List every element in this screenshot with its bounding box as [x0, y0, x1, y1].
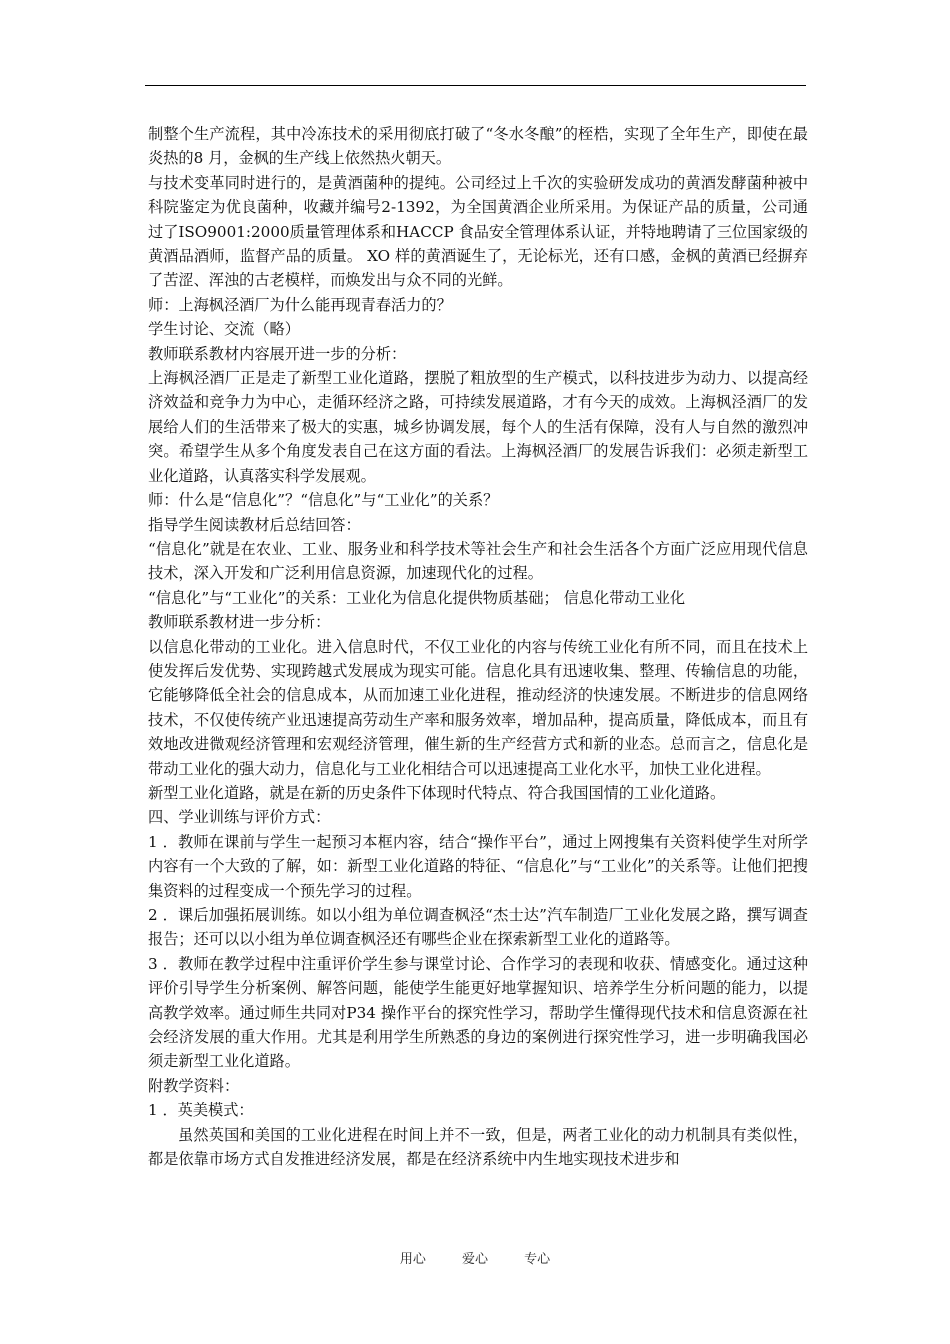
list-item: 2 ．课后加强拓展训练。如以小组为单位调查枫泾“杰士达”汽车制造厂工业化发展之路，撰写调查报告；还可以以小组为单位调查枫泾还有哪些企业在探索新型工业化的道路等。: [148, 906, 808, 949]
paragraph: 虽然英国和美国的工业化进程在时间上并不一致，但是，两者工业化的动力机制具有类似性，都是依靠市场方式自发推进经济发展，都是在经济系统中内生地实现技术进步和: [148, 1125, 808, 1169]
paragraph: 师：上海枫泾酒厂为什么能再现青春活力的？: [148, 295, 452, 314]
paragraph: 学生讨论、交流（略）: [148, 320, 300, 339]
paragraph: “信息化”就是在农业、工业、服务业和科学技术等社会生产和社会生活各个方面广泛应用现代信息技术，深入开发和广泛利用信息资源，加速现代化的过程。: [148, 539, 808, 583]
section-heading: 附教学资料：: [148, 1076, 240, 1095]
paragraph: “信息化”与“工业化”的关系：工业化为信息化提供物质基础； 信息化带动工业化: [148, 588, 686, 607]
paragraph: 上海枫泾酒厂正是走了新型工业化道路，摆脱了粗放型的生产模式，以科技进步为动力、以提高经济效益和竞争力为中心，走循环经济之路，可持续发展道路，才有今天的成效。上海枫泾酒厂的发展给人们的生活带来了极大的实惠，城乡协调发展，每个人的生活有保障，没有人与自然的激烈冲突。希望学生从多个角度发表自己在这方面的看法。上海枫泾酒厂的发展告诉我们：必须走新型工业化道路，认真落实科学发展观。: [148, 369, 808, 485]
paragraph: 指导学生阅读教材后总结回答：: [148, 515, 361, 534]
page-footer: [0, 1248, 950, 1267]
paragraph: 教师联系教材内容展开进一步的分析：: [148, 344, 407, 363]
list-item: 3 ．教师在教学过程中注重评价学生参与课堂讨论、合作学习的表现和收获、情感变化。通过这种评价引导学生分析案例、解答问题，能使学生能更好地掌握知识、培养学生分析问题的能力，以提高教学效率。通过师生共同对P34 操作平台的探究性学习，帮助学生懂得现代技术和信息资源在社会经济发展的重大作用。尤其是利用学生所熟悉的身边的案例进行探究性学习，进一步明确我国必须走新型工业化道路。: [148, 954, 808, 1071]
list-item: 1 ．教师在课前与学生一起预习本框内容，结合“操作平台”，通过上网搜集有关资料使学生对所学内容有一个大致的了解，如：新型工业化道路的特征、“信息化”与“工业化”的关系等。让他们把搜集资料的过程变成一个预先学习的过程。: [148, 832, 808, 900]
paragraph: 教师联系教材进一步分析：: [148, 613, 331, 632]
footer-text: 专心: [524, 1252, 551, 1267]
paragraph: 与技术变革同时进行的，是黄酒菌种的提纯。公司经过上千次的实验研发成功的黄酒发酵菌种被中科院鉴定为优良菌种，收藏并编号2-1392，为全国黄酒企业所采用。为保证产品的质量，公司通过了ISO9001:2000质量管理体系和HACCP 食品安全管理体系认证，并特地聘请了三位国家级的黄酒品酒师，监督产品的质量。 XO 样的黄酒诞生了，无论标光，还有口感，金枫的黄酒已经摒弃了苦涩、浑浊的古老模样，而焕发出与众不同的光鲜。: [148, 173, 808, 290]
header-rule: [145, 85, 806, 86]
paragraph: 新型工业化道路，就是在新的历史条件下体现时代特点、符合我国国情的工业化道路。: [148, 783, 726, 802]
document-body: [148, 122, 808, 1171]
paragraph: 以信息化带动的工业化。进入信息时代，不仅工业化的内容与传统工业化有所不同，而且在技术上使发挥后发优势、实现跨越式发展成为现实可能。信息化具有迅速收集、整理、传输信息的功能，它能够降低全社会的信息成本，从而加速工业化进程，推动经济的快速发展。不断进步的信息网络技术，不仅使传统产业迅速提高劳动生产率和服务效率，增加品种，提高质量，降低成本，而且有效地改进微观经济管理和宏观经济管理，催生新的生产经营方式和新的业态。总而言之，信息化是带动工业化的强大动力，信息化与工业化相结合可以迅速提高工业化水平，加快工业化进程。: [148, 637, 808, 778]
section-heading: 四、学业训练与评价方式：: [148, 808, 331, 827]
paragraph: 制整个生产流程，其中冷冻技术的采用彻底打破了“冬水冬酿”的桎梏，实现了全年生产，即使在最炎热的8 月，金枫的生产线上依然热火朝天。: [148, 125, 808, 168]
footer-text: 爱心: [461, 1252, 488, 1267]
list-item: 1 ．英美模式：: [148, 1101, 254, 1120]
footer-text: 用心: [399, 1252, 426, 1267]
paragraph: 师：什么是“信息化”？“信息化”与“工业化”的关系？: [148, 491, 499, 510]
